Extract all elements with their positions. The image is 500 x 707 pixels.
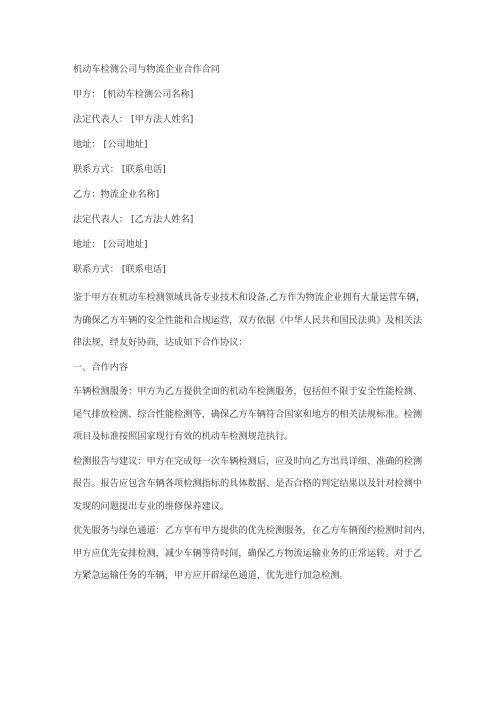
contract-document <box>73 62 433 590</box>
party-a-representative: 法定代表人： [甲方法人姓名] <box>73 114 194 125</box>
preamble-line: 律法规，经友好协商，达成如下合作协议： <box>73 337 248 348</box>
clause-line: 项目及标准按照国家现行有效的机动车检测规范执行。 <box>73 431 294 442</box>
preamble-line: 为确保乙方车辆的安全性能和合规运营，双方依据《中华人民共和国民法典》及相关法 <box>73 314 423 326</box>
clause-line: 检测报告与建议：甲方在完成每一次车辆检测后，应及时向乙方出具详细、准确的检测 <box>73 455 423 467</box>
clause-line: 发现的问题提出专业的维修保养建议。 <box>73 500 230 512</box>
clause-report <box>73 451 433 519</box>
party-a-address: 地址： [公司地址] <box>73 139 148 150</box>
clause-line: 报告。报告应包含车辆各项检测指标的具体数据、是否合格的判定结果以及针对检测中 <box>73 478 423 489</box>
clause-line: 车辆检测服务：甲方为乙方提供全面的机动车检测服务，包括但不限于安全性能检测、 <box>73 386 423 397</box>
party-a-name: 甲方： [机动车检测公司名称] <box>73 89 194 100</box>
preamble-paragraph <box>73 287 433 355</box>
clause-line: 方紧急运输任务的车辆，甲方应开辟绿色通道，优先进行加急检测。 <box>73 570 349 581</box>
party-a-contact: 联系方式： [联系电话] <box>73 164 166 175</box>
party-b-representative: 法定代表人： [乙方法人姓名] <box>73 214 194 225</box>
clause-line: 甲方应优先安排检测，减少车辆等待时间，确保乙方物流运输业务的正常运转。对于乙 <box>73 547 423 559</box>
preamble-line: 鉴于甲方在机动车检测领域具备专业技术和设备,乙方作为物流企业拥有大量运营车辆， <box>73 292 426 303</box>
party-b-address: 地址： [公司地址] <box>73 239 148 250</box>
clause-line: 优先服务与绿色通道：乙方享有甲方提供的优先检测服务，在乙方车辆预约检测时间内, <box>73 525 426 536</box>
clause-priority <box>73 520 433 588</box>
clause-vehicle-testing <box>73 381 433 449</box>
section-1-heading: 一、合作内容 <box>73 361 129 373</box>
party-b-name: 乙方：物流企业名称] <box>73 189 160 200</box>
document-title: 机动车检测公司与物流企业合作合同 <box>73 64 220 75</box>
clause-line: 尾气排放检测、综合性能检测等，确保乙方车辆符合国家和地方的相关法规标准。检测 <box>73 408 423 420</box>
section-heading <box>73 357 433 380</box>
party-b-contact: 联系方式： [联系电话] <box>73 264 166 275</box>
